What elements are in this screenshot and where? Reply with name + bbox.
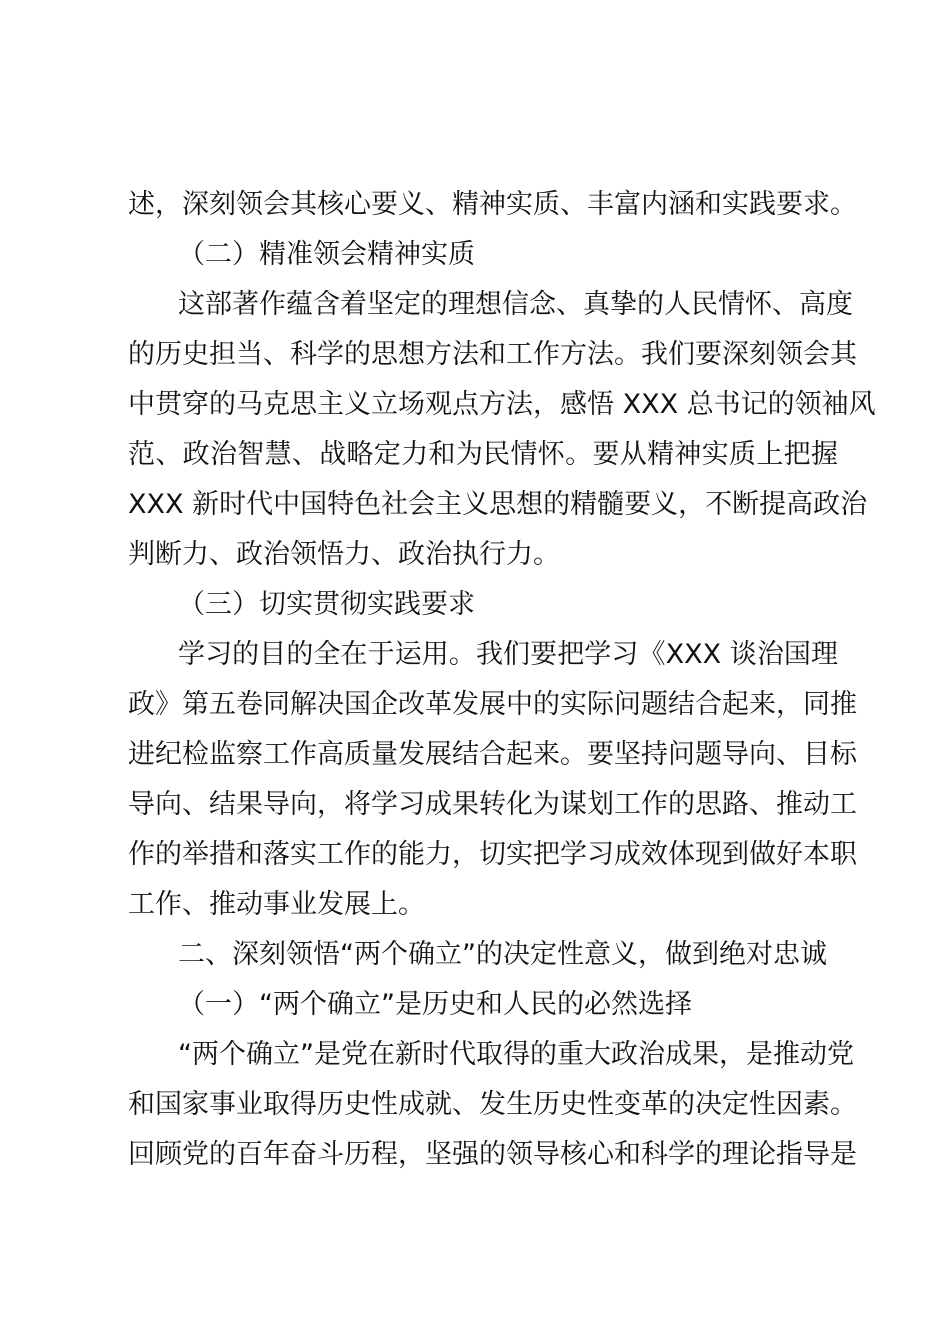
- body-text-line: 作的举措和落实工作的能力，切实把学习成效体现到做好本职: [128, 839, 857, 870]
- paragraph-first-line: “两个确立”是党在新时代取得的重大政治成果，是推动党: [178, 1039, 854, 1070]
- body-text-line: 导向、结果导向，将学习成果转化为谋划工作的思路、推动工: [128, 789, 857, 820]
- body-text-line: XXX 新时代中国特色社会主义思想的精髓要义，不断提高政治: [128, 489, 868, 520]
- body-text-line: 判断力、政治领悟力、政治执行力。: [128, 539, 560, 570]
- body-text-line: 中贯穿的马克思主义立场观点方法，感悟 XXX 总书记的领袖风: [128, 389, 876, 420]
- body-text-line: 范、政治智慧、战略定力和为民情怀。要从精神实质上把握: [128, 439, 838, 470]
- paragraph-first-line: 这部著作蕴含着坚定的理想信念、真挚的人民情怀、高度: [178, 289, 853, 320]
- body-text-line: 工作、推动事业发展上。: [128, 889, 425, 920]
- section-heading: （三）切实贯彻实践要求: [178, 589, 475, 620]
- body-text-line: 和国家事业取得历史性成就、发生历史性变革的决定性因素。: [128, 1089, 857, 1120]
- paragraph-first-line: 学习的目的全在于运用。我们要把学习《XXX 谈治国理: [178, 639, 838, 670]
- section-heading: （二）精准领会精神实质: [178, 239, 475, 270]
- section-heading: （一）“两个确立”是历史和人民的必然选择: [178, 989, 692, 1020]
- body-text-line: 述，深刻领会其核心要义、精神实质、丰富内涵和实践要求。: [128, 189, 857, 220]
- body-text-line: 回顾党的百年奋斗历程，坚强的领导核心和科学的理论指导是: [128, 1139, 857, 1170]
- body-text-line: 进纪检监察工作高质量发展结合起来。要坚持问题导向、目标: [128, 739, 857, 770]
- body-text-line: 政》第五卷同解决国企改革发展中的实际问题结合起来，同推: [128, 689, 857, 720]
- body-text-line: 的历史担当、科学的思想方法和工作方法。我们要深刻领会其: [128, 339, 857, 370]
- chapter-heading: 二、深刻领悟“两个确立”的决定性意义，做到绝对忠诚: [178, 939, 827, 970]
